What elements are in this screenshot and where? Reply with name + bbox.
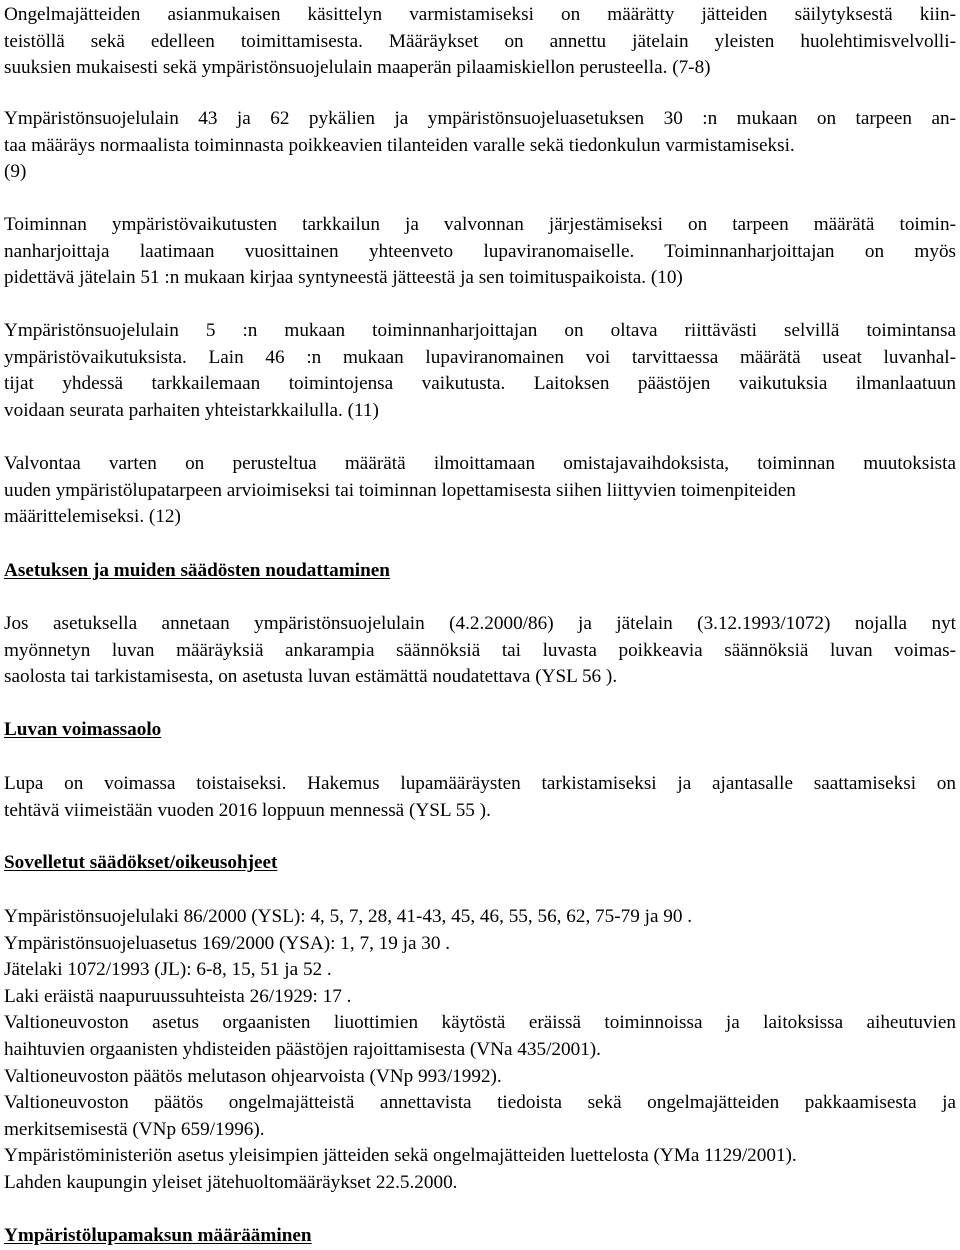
- paragraph-environmental-awareness: [4, 318, 956, 424]
- text-line: Ympäristönsuojelulain 5 :n mukaan toiminnanharjoittajan on oltava riittävästi selvillä toimintansa: [4, 320, 956, 341]
- text-line: saolosta tai tarkistamisesta, on asetusta luvan estämättä noudatettava (YSL 56 ).: [4, 666, 618, 688]
- text-line: määrittelemiseksi. (12): [4, 506, 181, 528]
- paragraph-waste-storage: [4, 2, 956, 82]
- paragraph-exceptional-situations: [4, 106, 956, 186]
- legislation-item: Jätelaki 1072/1993 (JL): 6-8, 15, 51 ja 52 .: [4, 959, 332, 981]
- legislation-item: Ympäristönsuojelulaki 86/2000 (YSL): 4, 5, 7, 28, 41-43, 45, 46, 55, 56, 62, 75-79 ja 90 .: [4, 906, 693, 927]
- section-heading: Ympäristölupamaksun määrääminen: [4, 1225, 312, 1246]
- text-line: nanharjoittaja laatimaan vuosittainen yhteenveto lupaviranomaiselle. Toiminnanharjoittajan on myös: [4, 240, 956, 262]
- text-line: myönnetyn luvan määräyksiä ankarampia säännöksiä tai luvasta poikkeavia säännöksiä luvan voimas-: [4, 639, 956, 661]
- text-line: Valvontaa varten on perusteltua määrätä ilmoittamaan omistajavaihdoksista, toiminnan muutoksista: [4, 453, 956, 474]
- text-line: voidaan seurata parhaiten yhteistarkkailulla. (11): [4, 399, 379, 421]
- text-line: Ympäristönsuojelulain 43 ja 62 pykälien ja ympäristönsuojeluasetuksen 30 :n mukaan on tarpeen an-: [4, 108, 956, 129]
- section-heading: Luvan voimassaolo: [4, 719, 162, 740]
- section-regulations-compliance-body: [4, 611, 956, 691]
- text-line: Jos asetuksella annetaan ympäristönsuojelulain (4.2.2000/86) ja jätelain (3.12.1993/1072) nojalla nyt: [4, 613, 956, 634]
- section-heading: Sovelletut säädökset/oikeusohjeet: [4, 852, 278, 873]
- legislation-item: Valtioneuvoston päätös melutason ohjearvoista (VNp 993/1992).: [4, 1065, 502, 1087]
- text-line: tijat yhdessä tarkkailemaan toimintojensa vaikutusta. Laitoksen päästöjen vaikutuksia ilmanlaatuun: [4, 373, 956, 395]
- text-line: suuksien mukaisesti sekä ympäristönsuojelulain maaperän pilaamiskiellon perusteella. (7-8): [4, 57, 711, 79]
- text-line: tehtävä viimeistään vuoden 2016 loppuun mennessä (YSL 55 ).: [4, 799, 491, 821]
- legislation-item: haihtuvien orgaanisten yhdisteiden päästöjen rajoittamisesta (VNa 435/2001).: [4, 1038, 601, 1060]
- section-applied-legislation: [4, 850, 956, 877]
- text-line: Toiminnan ympäristövaikutusten tarkkailun ja valvonnan järjestämiseksi on tarpeen määrätä toimin-: [4, 214, 956, 235]
- text-line: pidettävä jätelain 51 :n mukaan kirjaa syntyneestä jätteestä ja sen toimituspaikoista. (10): [4, 267, 683, 289]
- text-line: uuden ympäristölupatarpeen arvioimiseksi tai toiminnan lopettamisesta siihen liittyvien toimenpiteiden: [4, 479, 796, 501]
- section-permit-fee: [4, 1223, 956, 1250]
- legislation-item: Lahden kaupungin yleiset jätehuoltomääräykset 22.5.2000.: [4, 1171, 458, 1193]
- section-permit-validity-body: [4, 771, 956, 824]
- text-line: ympäristövaikutuksista. Lain 46 :n mukaan lupaviranomainen voi tarvittaessa määrätä useat luvanhal-: [4, 346, 956, 368]
- section-heading: Asetuksen ja muiden säädösten noudattaminen: [4, 560, 390, 581]
- text-line: taa määräys normaalista toiminnasta poikkeavien tilanteiden varalle sekä tiedonkulun varmistamiseksi.: [4, 134, 795, 156]
- text-line: Lupa on voimassa toistaiseksi. Hakemus lupamääräysten tarkistamiseksi ja ajantasalle saattamiseksi on: [4, 773, 956, 794]
- paragraph-monitoring: [4, 212, 956, 292]
- legislation-item: Ympäristöministeriön asetus yleisimpien jätteiden sekä ongelmajätteiden luettelosta (YMa 1129/2001).: [4, 1145, 797, 1167]
- legislation-item: merkitsemisestä (VNp 659/1996).: [4, 1118, 265, 1140]
- section-regulations-compliance: [4, 558, 956, 585]
- legislation-item: Ympäristönsuojeluasetus 169/2000 (YSA): 1, 7, 19 ja 30 .: [4, 932, 451, 954]
- text-line: Ongelmajätteiden asianmukaisen käsittelyn varmistamiseksi on määrätty jätteiden säilytyksestä kiin-: [4, 4, 956, 25]
- section-applied-legislation-body: [4, 904, 956, 1197]
- legislation-item: Laki eräistä naapuruussuhteista 26/1929: 17 .: [4, 985, 352, 1007]
- section-permit-validity: [4, 717, 956, 744]
- text-line: (9): [4, 161, 27, 183]
- paragraph-supervision: [4, 451, 956, 531]
- legislation-item: Valtioneuvoston asetus orgaanisten liuottimien käytöstä eräissä toiminnoissa ja laitoksissa aiheutuvien: [4, 1012, 956, 1034]
- legislation-item: Valtioneuvoston päätös ongelmajätteistä annettavista tiedoista sekä ongelmajätteiden pakkaamisesta ja: [4, 1092, 956, 1114]
- text-line: teistöllä sekä edelleen toimittamisesta. Määräykset on annettu jätelain yleisten huolehtimisvelvolli-: [4, 30, 956, 52]
